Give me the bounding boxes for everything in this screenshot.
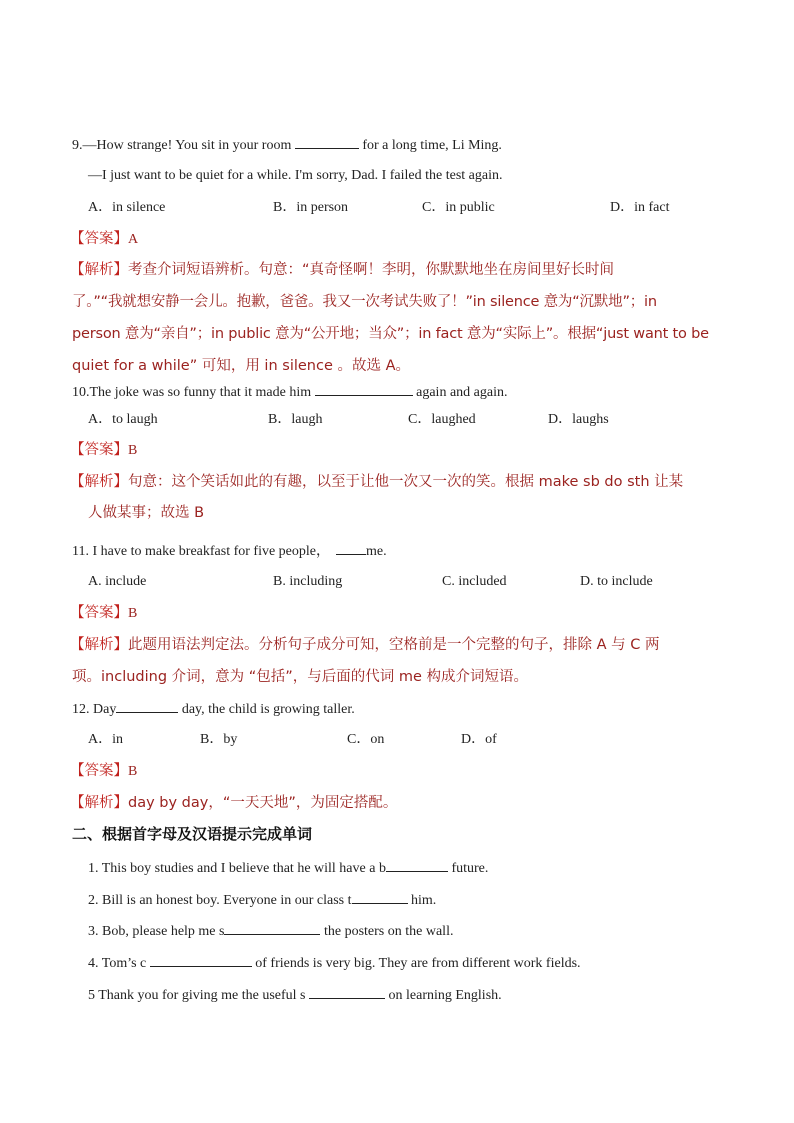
q11-option-a: A. include — [88, 574, 147, 589]
q9-analysis-text-1: 考查介词短语辨析。句意：“真奇怪啊！李明，你默默地坐在房间里好长时间 — [128, 262, 615, 278]
q10-option-b: B．laugh — [268, 412, 323, 427]
q9-reply: —I just want to be quiet for a while. I'm sorry, Dad. I failed the test again. — [88, 168, 503, 183]
q10-option-d: D．laughs — [548, 412, 609, 427]
fill-item-4-blank[interactable] — [150, 952, 252, 967]
q11-stem-text-b: me. — [366, 544, 387, 559]
q9-blank[interactable] — [295, 134, 359, 149]
q9-stem-text-b: for a long time, Li Ming. — [358, 138, 502, 153]
q10-option-a: A．to laugh — [88, 412, 158, 427]
q11-stem — [72, 540, 387, 562]
q11-option-c: C. included — [442, 574, 507, 589]
q11-analysis-line-1 — [70, 635, 659, 656]
section-heading: 二、根据首字母及汉语提示完成单词 — [72, 825, 313, 843]
q9-option-d: D．in fact — [610, 200, 670, 215]
fill-item-3 — [88, 920, 453, 942]
q9-option-c: C．in public — [422, 200, 495, 215]
fill-item-2-text-b: him. — [407, 893, 437, 908]
analysis-tag: 【解析】 — [70, 795, 128, 811]
fill-item-2-blank[interactable] — [352, 889, 408, 904]
q9-answer-value: A — [128, 232, 139, 247]
fill-item-2 — [88, 889, 436, 911]
q10-answer-value: B — [128, 443, 138, 458]
q10-analysis-line-2: 人做某事；故选 B — [88, 505, 205, 521]
q10-analysis-text-1: 句意：这个笑话如此的有趣，以至于让他一次又一次的笑。根据 make sb do sth 让某 — [128, 474, 684, 490]
q10-analysis-line-1 — [70, 472, 683, 493]
q12-blank[interactable] — [116, 698, 178, 713]
q11-option-d: D. to include — [580, 574, 653, 589]
q12-analysis-text-1: day by day，“一天天地”，为固定搭配。 — [128, 795, 398, 811]
q9-analysis-line-1 — [70, 260, 614, 281]
q10-stem — [72, 381, 507, 403]
q9-analysis-line-2: 了。”“我就想安静一会儿。抱歉，爸爸。我又一次考试失败了！”in silence 意为“沉默地”；in — [72, 294, 657, 310]
q12-answer-value: B — [128, 764, 138, 779]
fill-item-3-blank[interactable] — [224, 920, 320, 935]
q12-option-d: D．of — [461, 732, 497, 747]
fill-item-1 — [88, 857, 488, 879]
fill-item-1-text-b: future. — [447, 861, 489, 876]
q12-stem-text-a: 12. Day — [72, 702, 117, 717]
q12-option-a: A．in — [88, 732, 123, 747]
fill-item-5-text-a: 5 Thank you for giving me the useful s — [88, 988, 309, 1003]
q12-stem-text-b: day, the child is growing taller. — [178, 702, 355, 717]
q10-stem-text-a: 10.The joke was so funny that it made him — [72, 385, 315, 400]
q11-answer — [70, 603, 137, 624]
q9-answer — [70, 229, 138, 250]
q11-analysis-text-1: 此题用语法判定法。分析句子成分可知，空格前是一个完整的句子，排除 A 与 C 两 — [128, 637, 660, 653]
q11-option-b: B. including — [273, 574, 343, 589]
fill-item-1-text-a: 1. This boy studies and I believe that he will have a b — [88, 861, 386, 876]
q10-blank[interactable] — [315, 381, 413, 396]
q11-analysis-line-2: 项。including 介词，意为 “包括”，与后面的代词 me 构成介词短语。 — [72, 669, 529, 685]
q12-analysis-line-1 — [70, 793, 397, 814]
answer-tag: 【答案】 — [70, 442, 128, 458]
q11-blank[interactable] — [336, 540, 366, 555]
q9-stem-text-a: 9.—How strange! You sit in your room — [72, 138, 295, 153]
q12-stem — [72, 698, 355, 720]
fill-item-4 — [88, 952, 581, 974]
q9-analysis-line-3: person 意为“亲自”；in public 意为“公开地；当众”；in fact 意为“实际上”。根据“just want to be — [72, 326, 709, 342]
fill-item-3-text-a: 3. Bob, please help me s — [88, 924, 225, 939]
fill-item-5 — [88, 984, 502, 1006]
q9-option-b: B．in person — [273, 200, 349, 215]
q9-analysis-line-4: quiet for a while” 可知，用 in silence 。故选 A。 — [72, 358, 411, 374]
q9-stem — [72, 134, 502, 156]
q10-option-c: C．laughed — [408, 412, 476, 427]
fill-item-5-blank[interactable] — [309, 984, 385, 999]
analysis-tag: 【解析】 — [70, 474, 128, 490]
answer-tag: 【答案】 — [70, 763, 128, 779]
fill-item-5-text-b: on learning English. — [385, 988, 502, 1003]
fill-item-4-text-b: of friends is very big. They are from different work fields. — [251, 956, 581, 971]
fill-item-2-text-a: 2. Bill is an honest boy. Everyone in our class t — [88, 893, 352, 908]
q11-answer-value: B — [128, 606, 138, 621]
answer-tag: 【答案】 — [70, 231, 128, 247]
fill-item-4-text-a: 4. Tom’s c — [88, 956, 150, 971]
q9-option-a: A．in silence — [88, 200, 166, 215]
answer-tag: 【答案】 — [70, 605, 128, 621]
q11-stem-text-a: 11. I have to make breakfast for five people， — [72, 544, 330, 559]
analysis-tag: 【解析】 — [70, 637, 128, 653]
q10-answer — [70, 440, 137, 461]
q12-option-c: C．on — [347, 732, 385, 747]
fill-item-1-blank[interactable] — [386, 857, 448, 872]
q12-option-b: B．by — [200, 732, 238, 747]
fill-item-3-text-b: the posters on the wall. — [320, 924, 454, 939]
analysis-tag: 【解析】 — [70, 262, 128, 278]
q12-answer — [70, 761, 137, 782]
q10-stem-text-b: again and again. — [412, 385, 508, 400]
